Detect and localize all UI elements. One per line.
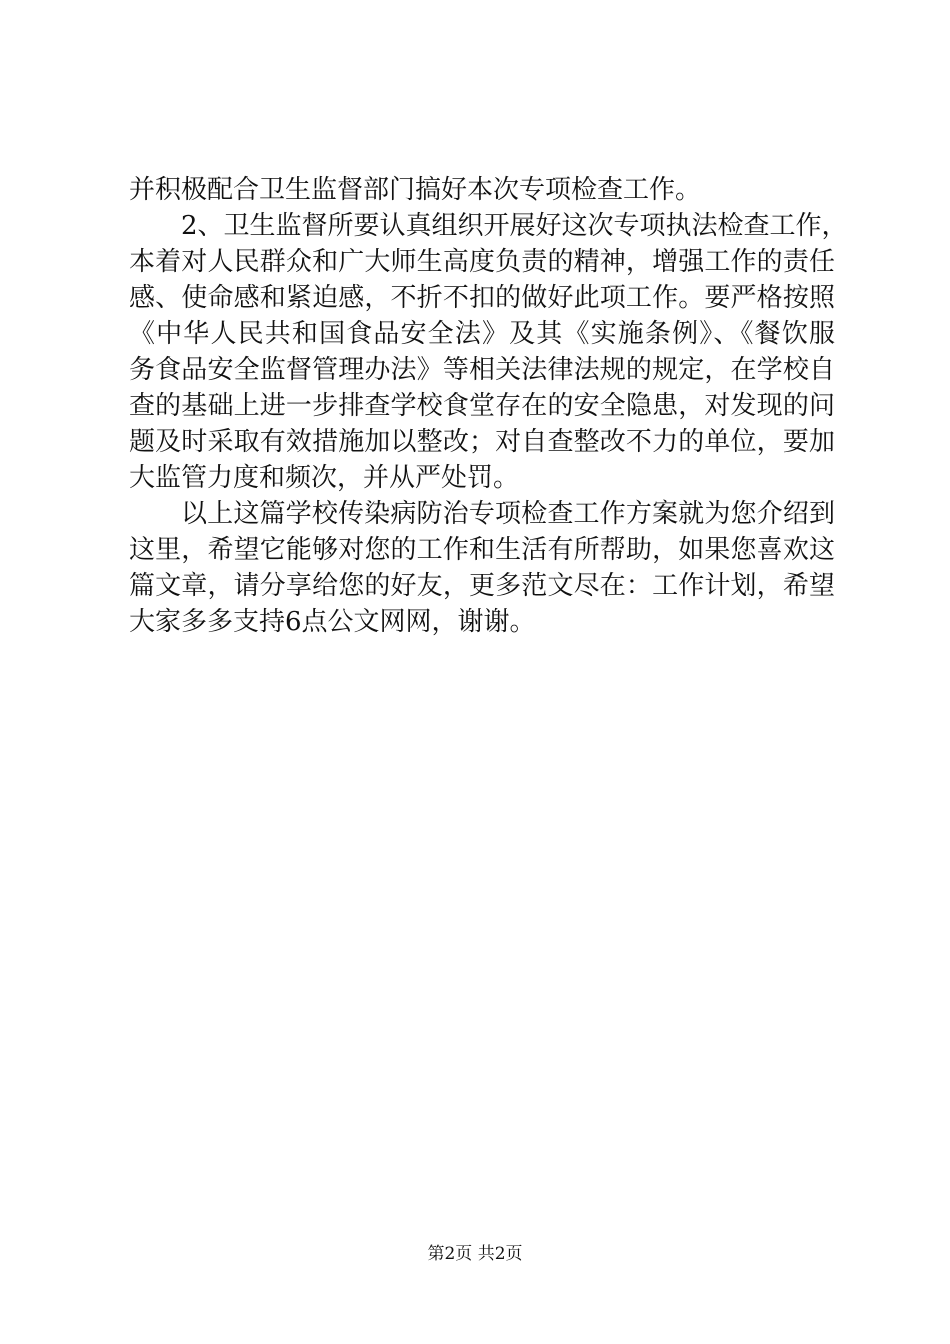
text-line: 以上这篇学校传染病防治专项检查工作方案就为您介绍到 — [181, 499, 835, 529]
text-line: 这里，希望它能够对您的工作和生活有所帮助，如果您喜欢这 — [129, 535, 835, 565]
paragraph-item-2 — [129, 208, 848, 496]
text-line: 篇文章，请分享给您的好友，更多范文尽在：工作计划，希望 — [129, 571, 835, 601]
text-line: 感、使命感和紧迫感，不折不扣的做好此项工作。要严格按照 — [129, 283, 835, 313]
text-line: 2、卫生监督所要认真组织开展好这次专项执法检查工作， — [181, 211, 848, 241]
text-line: 务食品安全监督管理办法》等相关法律法规的规定，在学校自 — [129, 355, 835, 385]
text-line: 《中华人民共和国食品安全法》及其《实施条例》、《餐饮服 — [129, 319, 835, 349]
text-line: 并积极配合卫生监督部门搞好本次专项检查工作。 — [129, 175, 702, 205]
text-line: 大监管力度和频次，并从严处罚。 — [129, 463, 520, 493]
text-line: 查的基础上进一步排查学校食堂存在的安全隐患，对发现的问 — [129, 391, 835, 421]
text-line: 题及时采取有效措施加以整改；对自查整改不力的单位，要加 — [129, 427, 835, 457]
text-line: 本着对人民群众和广大师生高度负责的精神，增强工作的责任 — [129, 247, 835, 277]
paragraph-closing — [129, 496, 835, 640]
document-body — [129, 172, 848, 640]
page-footer: 第2页 共2页 — [427, 1244, 523, 1264]
paragraph-continuation — [129, 172, 835, 208]
text-line: 大家多多支持6点公文网网，谢谢。 — [129, 607, 536, 637]
